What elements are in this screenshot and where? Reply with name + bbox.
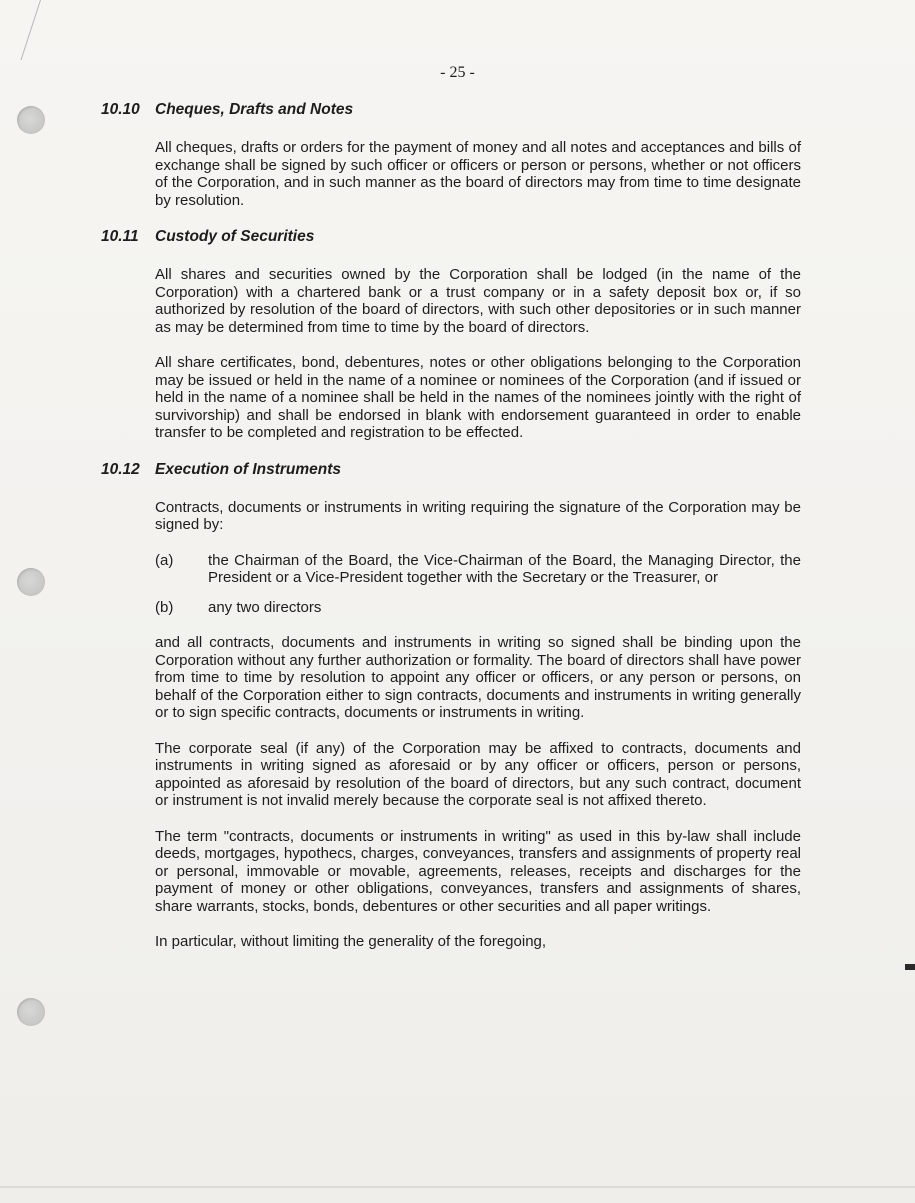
section-title: Execution of Instruments: [155, 460, 342, 478]
page-bottom-edge: [0, 1186, 915, 1188]
section-number: 10.10: [101, 101, 140, 118]
section-paragraph: The corporate seal (if any) of the Corporation may be affixed to contracts, documents and instruments in writing signed as aforesaid or by any officer or officers, person or persons, appointed as aforesaid by resolution of the board of directors, but any such contract, document or instrument is not invalid merely because the corporate seal is not affixed thereto.: [155, 739, 801, 809]
section-intro: Contracts, documents or instruments in writing requiring the signature of the Corporation may be signed by:: [155, 498, 801, 533]
section-title: Cheques, Drafts and Notes: [155, 101, 354, 118]
section-heading-10-10: [101, 100, 801, 120]
section-title: Custody of Securities: [155, 228, 315, 245]
list-text: the Chairman of the Board, the Vice-Chairman of the Board, the Managing Director, the President or a Vice-President together with the Secretary or the Treasurer, or: [208, 551, 801, 586]
section-paragraph: All cheques, drafts or orders for the payment of money and all notes and acceptances and bills of exchange shall be signed by such officer or officers or person or persons, whether or not officers of the Corporation, and in such manner as the board of directors may from time to time designate by resolution.: [155, 139, 801, 209]
section-number: 10.12: [101, 460, 140, 478]
document-body: [101, 100, 801, 969]
section-heading-10-12: [101, 460, 801, 480]
list-text: any two directors: [208, 598, 322, 616]
list-marker: (a): [155, 551, 174, 569]
page-number: - 25 -: [440, 64, 475, 81]
list-item-a: [155, 552, 801, 587]
section-paragraph: All shares and securities owned by the Corporation shall be lodged (in the name of the Corporation) with a chartered bank or a trust company or in a safety deposit box or, if so authorized by resolution of the board of directors, with such other depositories or in such manner as may be determined from time to time by the board of directors.: [155, 266, 801, 336]
scan-edge-mark: [905, 964, 915, 970]
list-item-b: [155, 599, 801, 617]
section-number: 10.11: [101, 228, 139, 245]
section-paragraph: and all contracts, documents and instruments in writing so signed shall be binding upon the Corporation without any further authorization or formality. The board of directors shall have power from time to time by resolution to appoint any officer or officers, or any person or persons, on behalf of the Corporation either to sign contracts, documents and instruments in writing generally or to sign specific contracts, documents or instruments in writing.: [155, 634, 801, 721]
punch-hole: [17, 568, 45, 596]
section-paragraph: All share certificates, bond, debentures, notes or other obligations belonging to the Corporation may be issued or held in the name of a nominee or nominees of the Corporation (and if issued or held in the name of a nominee shall be held in the names of the nominees jointly with the right of survivorship) and shall be endorsed in blank with endorsement guaranteed in order to enable transfer to be completed and registration to be effected.: [155, 354, 801, 441]
section-heading-10-11: [101, 227, 801, 247]
section-paragraph: In particular, without limiting the generality of the foregoing,: [155, 933, 547, 950]
punch-hole: [17, 106, 45, 134]
scan-corner-line: [0, 0, 41, 60]
section-paragraph: The term "contracts, documents or instruments in writing" as used in this by-law shall include deeds, mortgages, hypothecs, charges, conveyances, transfers and assignments of property real or personal, immovable or movable, agreements, releases, receipts and discharges for the payment of money or other obligations, conveyances, transfers and assignments of shares, share warrants, stocks, bonds, debentures or other securities and all paper writings.: [155, 827, 801, 915]
list-marker: (b): [155, 598, 174, 616]
punch-hole: [17, 998, 45, 1026]
